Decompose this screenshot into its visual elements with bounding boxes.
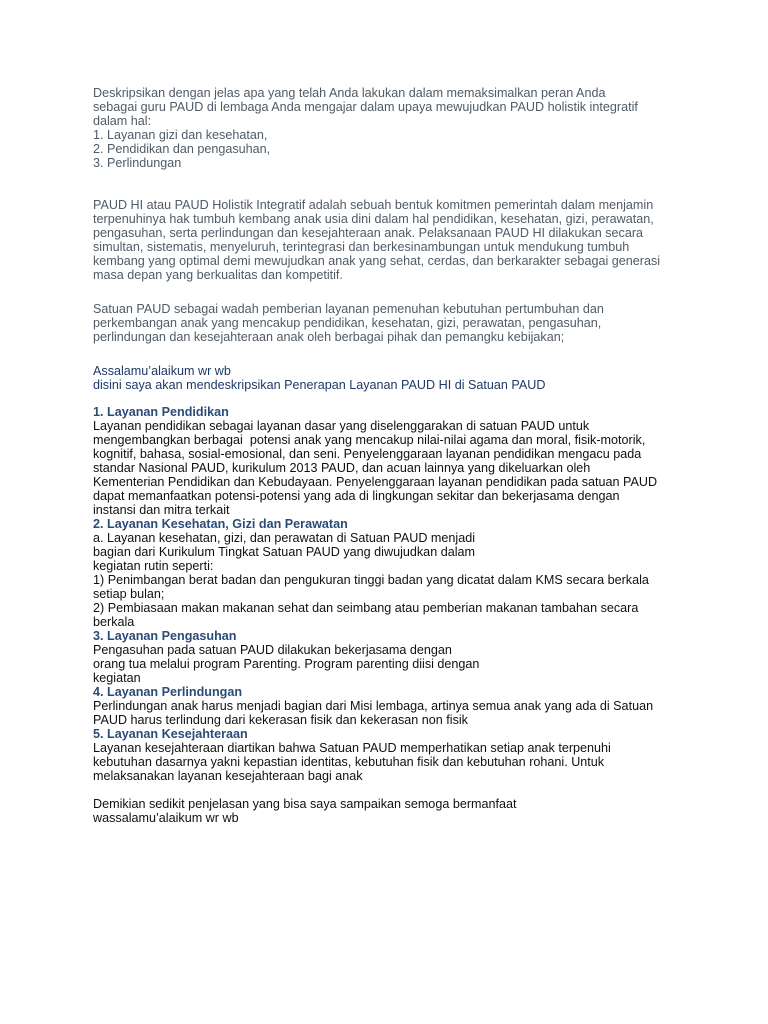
text-line: berkala	[93, 615, 135, 629]
text-line: kognitif, bahasa, sosial-emosional, dan seni. Penyelenggaraan layanan pendidikan mengacu pada	[93, 447, 642, 461]
section-pendidikan	[93, 405, 693, 517]
text-line: orang tua melalui program Parenting. Program parenting diisi dengan	[93, 657, 480, 671]
text-line: Satuan PAUD sebagai wadah pemberian layanan pemenuhan kebutuhan pertumbuhan dan	[93, 302, 604, 316]
text-line: a. Layanan kesehatan, gizi, dan perawatan di Satuan PAUD menjadi	[93, 531, 476, 545]
text-line: pengasuhan, serta perlindungan dan kesejahteraan anak. Pelaksanaan PAUD HI dilakukan secara	[93, 226, 644, 240]
text-line: 1. Layanan gizi dan kesehatan,	[93, 128, 268, 142]
text-line: Deskripsikan dengan jelas apa yang telah Anda lakukan dalam memaksimalkan peran Anda	[93, 86, 606, 100]
text-line: kembang yang optimal demi mewujudkan anak yang sehat, cerdas, dan berkarakter sebagai generasi	[93, 254, 661, 268]
text-line: 1) Penimbangan berat badan dan pengukuran tinggi badan yang dicatat dalam KMS secara berkala	[93, 573, 649, 587]
text-line: Perlindungan anak harus menjadi bagian dari Misi lembaga, artinya semua anak yang ada di Satuan	[93, 699, 654, 713]
text-line: instansi dan mitra terkait	[93, 503, 230, 517]
text-line: kegiatan rutin seperti:	[93, 559, 214, 573]
text-line: 2) Pembiasaan makan makanan sehat dan seimbang atau pemberian makanan tambahan secara	[93, 601, 639, 615]
closing-line: wassalamu’alaikum wr wb	[93, 811, 239, 825]
text-line: melaksanakan layanan kesejahteraan bagi anak	[93, 769, 363, 783]
intro-question	[93, 86, 693, 170]
satuan-paragraph	[93, 302, 693, 344]
section-heading: 4. Layanan Perlindungan	[93, 685, 243, 699]
greeting-block	[93, 364, 693, 392]
greeting-intro: disini saya akan mendeskripsikan Penerapan Layanan PAUD HI di Satuan PAUD	[93, 378, 546, 392]
document-body	[93, 86, 693, 825]
section-heading: 3. Layanan Pengasuhan	[93, 629, 237, 643]
section-kesejahteraan	[93, 727, 693, 783]
closing-line: Demikian sedikit penjelasan yang bisa saya sampaikan semoga bermanfaat	[93, 797, 517, 811]
text-line: perkembangan anak yang mencakup pendidikan, kesehatan, gizi, perawatan, pengasuhan,	[93, 316, 602, 330]
section-perlindungan	[93, 685, 693, 727]
text-line: sebagai guru PAUD di lembaga Anda mengajar dalam upaya mewujudkan PAUD holistik integratif	[93, 100, 638, 114]
text-line: dapat memanfaatkan potensi-potensi yang ada di lingkungan sekitar dan bekerjasama dengan	[93, 489, 620, 503]
text-line: PAUD harus terlindung dari kekerasan fisik dan kekerasan non fisik	[93, 713, 468, 727]
text-line: dalam hal:	[93, 114, 152, 128]
text-line: 3. Perlindungan	[93, 156, 182, 170]
text-line: Layanan pendidikan sebagai layanan dasar yang diselenggarakan di satuan PAUD untuk	[93, 419, 590, 433]
text-line: mengembangkan berbagai potensi anak yang mencakup nilai-nilai agama dan moral, fisik-motorik,	[93, 433, 646, 447]
text-line: standar Nasional PAUD, kurikulum 2013 PAUD, dan acuan lainnya yang dikeluarkan oleh	[93, 461, 591, 475]
definition-paragraph	[93, 198, 693, 282]
text-line: 2. Pendidikan dan pengasuhan,	[93, 142, 271, 156]
text-line: Pengasuhan pada satuan PAUD dilakukan bekerjasama dengan	[93, 643, 452, 657]
text-line: Kementerian Pendidikan dan Kebudayaan. Penyelenggaraan layanan pendidikan pada satuan PAUD	[93, 475, 658, 489]
text-line: masa depan yang berkualitas dan kompetitif.	[93, 268, 343, 282]
text-line: Layanan kesejahteraan diartikan bahwa Satuan PAUD memperhatikan setiap anak terpenuhi	[93, 741, 611, 755]
text-line: simultan, sistematis, menyeluruh, terintegrasi dan berkesinambungan untuk mendukung tumbuh	[93, 240, 630, 254]
section-heading: 5. Layanan Kesejahteraan	[93, 727, 248, 741]
section-heading: 2. Layanan Kesehatan, Gizi dan Perawatan	[93, 517, 348, 531]
text-line: perlindungan dan kesejahteraan anak oleh berbagai pihak dan pemangku kebijakan;	[93, 330, 565, 344]
closing-block	[93, 797, 693, 825]
text-line: bagian dari Kurikulum Tingkat Satuan PAUD yang diwujudkan dalam	[93, 545, 475, 559]
text-line: terpenuhinya hak tumbuh kembang anak usia dini dalam hal pendidikan, kesehatan, gizi, perawatan,	[93, 212, 654, 226]
section-pengasuhan	[93, 629, 693, 685]
section-heading: 1. Layanan Pendidikan	[93, 405, 229, 419]
greeting: Assalamu’alaikum wr wb	[93, 364, 231, 378]
text-line: kegiatan	[93, 671, 141, 685]
text-line: kebutuhan dasarnya yakni kepastian identitas, kebutuhan fisik dan kebutuhan rohani. Untuk	[93, 755, 605, 769]
text-line: setiap bulan;	[93, 587, 165, 601]
text-line: PAUD HI atau PAUD Holistik Integratif adalah sebuah bentuk komitmen pemerintah dalam menjamin	[93, 198, 654, 212]
section-kesehatan	[93, 517, 693, 629]
